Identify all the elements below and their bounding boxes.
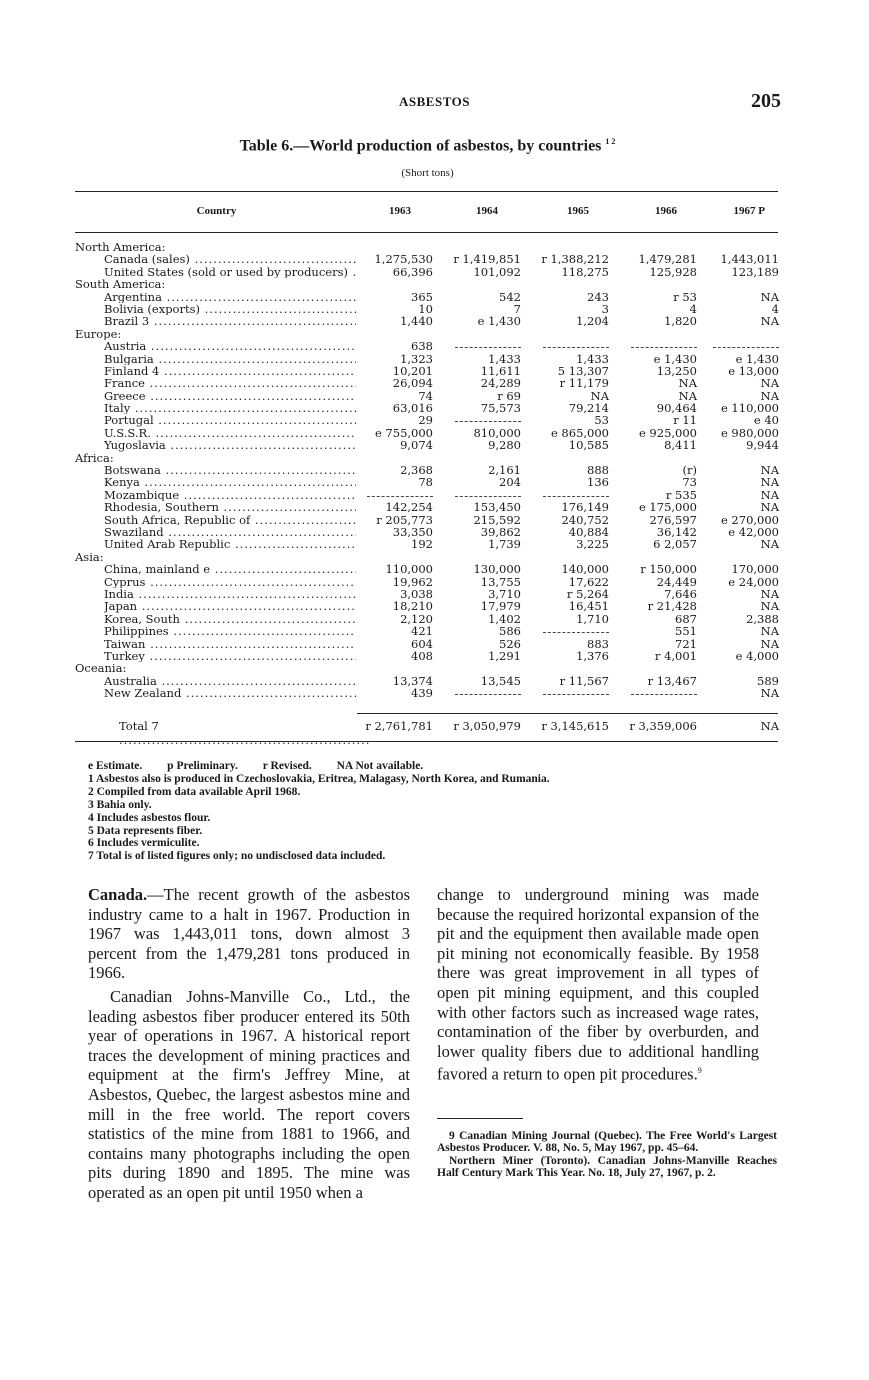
table-row (0, 439, 869, 451)
value-cell: 1,204 (576, 314, 609, 329)
value-cell: 125,928 (649, 264, 697, 279)
value-cell: 140,000 (561, 562, 609, 577)
value-cell: e 1,430 (477, 314, 521, 329)
table-row (0, 613, 869, 625)
value-cell: NA (760, 636, 779, 651)
country-label: Taiwan ..... (104, 638, 356, 650)
region-label: Africa: (75, 451, 114, 465)
value-cell: e 110,000 (720, 401, 779, 416)
value-cell: 215,592 (473, 512, 521, 527)
column-header-country: Country (196, 205, 237, 217)
value-cell: r 150,000 (640, 562, 697, 577)
value-cell: r 69 (497, 388, 521, 403)
footnote-5: 5 Data represents fiber. (88, 824, 203, 837)
paragraph-canada-lead: Canada. (88, 885, 148, 904)
country-label: Yugoslavia ..... (104, 439, 356, 451)
region-label: Oceania: (75, 662, 127, 675)
table-title-text: Table 6.—World production of asbestos, by countries (239, 137, 602, 155)
column-header-1963: 1963 (389, 205, 411, 217)
table-header-rule (75, 232, 778, 233)
value-cell: r 535 (665, 487, 697, 502)
value-cell: 3,225 (576, 537, 609, 552)
value-cell: 26,094 (392, 376, 433, 391)
country-label: India ..... (104, 588, 356, 600)
body-column-left (88, 885, 410, 1207)
value-cell: NA (760, 487, 779, 502)
empty-cell-dash (367, 489, 433, 497)
table-row (0, 402, 869, 414)
value-cell: 16,451 (568, 599, 609, 614)
value-cell: 204 (499, 475, 521, 490)
value-cell: 586 (499, 624, 521, 639)
value-cell: 883 (587, 636, 609, 651)
footnote-1: 1 Asbestos also is produced in Czechoslovakia, Eritrea, Malagasy, North Korea, and Rumania. (88, 772, 550, 785)
table-row (0, 377, 869, 389)
value-cell: 101,092 (473, 264, 521, 279)
value-cell: 3,710 (488, 586, 521, 601)
value-cell: e 24,000 (728, 574, 779, 589)
body-column-right (437, 885, 759, 1088)
legend-estimate: e Estimate. (88, 760, 143, 772)
value-cell: NA (760, 314, 779, 329)
country-label: U.S.S.R. ..... (104, 427, 356, 439)
country-label: Rhodesia, Southern ..... (104, 501, 356, 513)
paragraph-footnote-ref: 9 (697, 1066, 702, 1076)
value-cell: e 13,000 (728, 363, 779, 378)
paragraph-johns-manville: Canadian Johns-Manville Co., Ltd., the leading asbestos fiber producer entered its 50th year of operations in 1967. A historical report traces the development of mining practices and equipment at the firm's Jeffrey Mine, at Asbestos, Quebec, the largest asbestos mine and mill in the free world. The report covers statistics of the mine from 1881 to 1966, and contains many photographs including the open pits during 1890 and 1895. The mine was operated as an open pit until 1950 when a (88, 986, 410, 1202)
value-cell: 5 13,307 (557, 363, 609, 378)
value-cell: 11,611 (480, 363, 521, 378)
empty-cell-dash (455, 489, 521, 497)
table-row (0, 600, 869, 612)
country-label: Argentina ..... (104, 291, 356, 303)
value-cell: 1,376 (576, 648, 609, 663)
value-cell: 110,000 (385, 562, 433, 577)
country-label: France ..... (104, 377, 356, 389)
value-cell: 33,350 (392, 524, 433, 539)
value-cell: 13,755 (480, 574, 521, 589)
total-1967: NA (760, 719, 779, 733)
value-cell: 6 2,057 (653, 537, 697, 552)
value-cell: 408 (411, 648, 433, 663)
table-row (0, 650, 869, 662)
value-cell: 276,597 (649, 512, 697, 527)
value-cell: 4 (689, 301, 697, 316)
country-label: Kenya ..... (104, 476, 356, 488)
value-cell: 1,275,530 (374, 252, 433, 267)
value-cell: 29 (418, 413, 433, 428)
country-label: Mozambique ..... (104, 489, 356, 501)
value-cell: 66,396 (392, 264, 433, 279)
country-label: Botswana ..... (104, 464, 356, 476)
running-head (0, 90, 869, 114)
region-row (0, 278, 869, 290)
value-cell: 2,368 (400, 463, 433, 478)
value-cell: NA (678, 376, 697, 391)
value-cell: r 1,419,851 (453, 252, 521, 267)
value-cell: r 11 (673, 413, 697, 428)
value-cell: 130,000 (473, 562, 521, 577)
value-cell: r 205,773 (376, 512, 433, 527)
value-cell: 153,450 (473, 500, 521, 515)
value-cell: NA (760, 388, 779, 403)
table-row (0, 253, 869, 265)
table-row (0, 291, 869, 303)
table-row (0, 576, 869, 588)
value-cell: 53 (594, 413, 609, 428)
value-cell: 1,291 (488, 648, 521, 663)
empty-cell-dash (713, 340, 779, 348)
value-cell: 8,411 (664, 438, 697, 453)
value-cell: 240,752 (561, 512, 609, 527)
value-cell: 19,962 (392, 574, 433, 589)
country-label: United Arab Republic ..... (104, 538, 356, 550)
table-row (0, 464, 869, 476)
value-cell: 142,254 (385, 500, 433, 515)
country-label: Portugal ..... (104, 414, 356, 426)
column-header-1967: 1967 P (733, 205, 765, 217)
value-cell: 192 (411, 537, 433, 552)
value-cell: 7 (513, 301, 521, 316)
column-header-1966: 1966 (655, 205, 677, 217)
empty-cell-dash (455, 687, 521, 695)
value-cell: 123,189 (731, 264, 779, 279)
reference-rule (437, 1118, 523, 1119)
value-cell: 10,201 (392, 363, 433, 378)
value-cell: 74 (418, 388, 433, 403)
empty-cell-dash (543, 340, 609, 348)
value-cell: (r) (682, 463, 697, 478)
total-1965: r 3,145,615 (541, 719, 609, 733)
value-cell: e 865,000 (550, 425, 609, 440)
value-cell: NA (678, 388, 697, 403)
value-cell: 7,646 (664, 586, 697, 601)
table-footnotes (88, 760, 778, 863)
country-label: Swaziland ..... (104, 526, 356, 538)
empty-cell-dash (543, 489, 609, 497)
value-cell: NA (760, 686, 779, 701)
table-row (0, 538, 869, 550)
value-cell: 1,710 (576, 611, 609, 626)
table-unit: (Short tons) (401, 167, 454, 179)
region-label: North America: (75, 241, 166, 254)
table-row (0, 563, 869, 575)
total-1966: r 3,359,006 (629, 719, 697, 733)
empty-cell-dash (543, 625, 609, 633)
country-label: South Africa, Republic of ..... (104, 514, 356, 526)
paragraph-continued (437, 885, 759, 1084)
table-row (0, 625, 869, 637)
value-cell: 9,280 (488, 438, 521, 453)
value-cell: 136 (587, 475, 609, 490)
value-cell: NA (760, 463, 779, 478)
value-cell: 888 (587, 463, 609, 478)
country-label: Finland 4 ..... (104, 365, 356, 377)
value-cell: r 4,001 (654, 648, 697, 663)
table-row (0, 588, 869, 600)
value-cell: NA (760, 537, 779, 552)
table-header-row (0, 205, 869, 221)
region-label: South America: (75, 278, 166, 291)
value-cell: r 11,179 (559, 376, 609, 391)
running-title: ASBESTOS (399, 94, 470, 109)
value-cell: e 175,000 (638, 500, 697, 515)
value-cell: 4 (771, 301, 779, 316)
country-label: Korea, South ..... (104, 613, 356, 625)
value-cell: 9,074 (400, 438, 433, 453)
table-row (0, 365, 869, 377)
value-cell: 551 (675, 624, 697, 639)
table-row (0, 687, 869, 699)
value-cell: 365 (411, 289, 433, 304)
value-cell: 10,585 (568, 438, 609, 453)
value-cell: NA (760, 624, 779, 639)
empty-cell-dash (543, 687, 609, 695)
value-cell: e 40 (753, 413, 779, 428)
country-label: Greece ..... (104, 390, 356, 402)
value-cell: 421 (411, 624, 433, 639)
region-label: Asia: (75, 550, 104, 564)
value-cell: 13,545 (480, 673, 521, 688)
value-cell: r 53 (673, 289, 697, 304)
value-cell: 542 (499, 289, 521, 304)
value-cell: 9,944 (746, 438, 779, 453)
table-row (0, 266, 869, 278)
value-cell: 2,161 (488, 463, 521, 478)
country-label: Japan ..... (104, 600, 356, 612)
value-cell: 40,884 (568, 524, 609, 539)
country-label: Cyprus ..... (104, 576, 356, 588)
value-cell: 1,820 (664, 314, 697, 329)
footnote-legend (88, 760, 778, 773)
legend-revised: r Revised. (262, 760, 312, 772)
value-cell: 1,433 (576, 351, 609, 366)
country-label: Brazil 3 ..... (104, 315, 356, 327)
table-row (0, 526, 869, 538)
value-cell: NA (760, 586, 779, 601)
value-cell: 439 (411, 686, 433, 701)
total-rule (357, 713, 778, 714)
value-cell: 721 (675, 636, 697, 651)
footnote-4: 4 Includes asbestos flour. (88, 811, 211, 824)
total-1964: r 3,050,979 (453, 719, 521, 733)
legend-not-available: NA Not available. (336, 760, 424, 772)
table-row (0, 303, 869, 315)
region-row (0, 328, 869, 340)
table-row (0, 675, 869, 687)
total-1963: r 2,761,781 (365, 719, 433, 733)
column-header-1965: 1965 (567, 205, 589, 217)
value-cell: 1,440 (400, 314, 433, 329)
column-header-1964: 1964 (476, 205, 498, 217)
region-label: Europe: (75, 327, 122, 341)
value-cell: 638 (411, 339, 433, 354)
value-cell: 1,739 (488, 537, 521, 552)
table-row (0, 489, 869, 501)
value-cell: 810,000 (473, 425, 521, 440)
value-cell: r 11,567 (559, 673, 609, 688)
value-cell: 18,210 (392, 599, 433, 614)
value-cell: 73 (682, 475, 697, 490)
value-cell: e 4,000 (735, 648, 779, 663)
table-title-refs: 1 2 (605, 137, 616, 146)
paragraph-canada-text: —The recent growth of the asbestos industry came to a halt in 1967. Production in 1967 was 1,443,011 tons, down almost 3 percent from the 1,479,281 tons produced in 1966. (88, 885, 410, 983)
paragraph-continued-text: change to underground mining was made because the required horizontal expansion of the pit and the equipment then available made open pit mining not economically feasible. By 1958 there was great improvement in all types of open pit mining equipment, and this coupled with other factors such as increased wage rates, contamination of the fiber by overburden, and lower quality fibers due to additional handling favored a return to open pit procedures. (437, 885, 759, 1084)
country-label: Australia ..... (104, 675, 356, 687)
value-cell: 39,862 (480, 524, 521, 539)
paragraph-canada (88, 885, 410, 983)
table-total-row (0, 719, 869, 735)
country-label: Canada (sales) ..... (104, 253, 356, 265)
value-cell: NA (760, 475, 779, 490)
value-cell: 3,038 (400, 586, 433, 601)
value-cell: e 42,000 (728, 524, 779, 539)
region-row (0, 662, 869, 674)
value-cell: 1,479,281 (638, 252, 697, 267)
empty-cell-dash (455, 340, 521, 348)
value-cell: 1,433 (488, 351, 521, 366)
value-cell: NA (590, 388, 609, 403)
country-label: Turkey ..... (104, 650, 356, 662)
value-cell: NA (760, 289, 779, 304)
value-cell: 13,374 (392, 673, 433, 688)
value-cell: e 270,000 (720, 512, 779, 527)
table-top-rule (75, 191, 778, 192)
country-label: Bolivia (exports) ..... (104, 303, 356, 315)
country-label: Austria ..... (104, 340, 356, 352)
references (437, 1130, 777, 1180)
value-cell: 36,142 (656, 524, 697, 539)
value-cell: e 755,000 (374, 425, 433, 440)
table-row (0, 476, 869, 488)
value-cell: r 21,428 (647, 599, 697, 614)
country-label: Bulgaria ..... (104, 353, 356, 365)
table-row (0, 501, 869, 513)
value-cell: e 925,000 (638, 425, 697, 440)
footnote-6: 6 Includes vermiculite. (88, 837, 200, 850)
value-cell: 604 (411, 636, 433, 651)
value-cell: 24,449 (656, 574, 697, 589)
footnote-3: 3 Bahia only. (88, 798, 152, 811)
value-cell: 687 (675, 611, 697, 626)
value-cell: NA (760, 599, 779, 614)
table-bottom-rule (75, 741, 778, 742)
value-cell: r 5,264 (566, 586, 609, 601)
country-label: United States (sold or used by producers) ..... (104, 266, 356, 278)
value-cell: 589 (757, 673, 779, 688)
value-cell: NA (760, 500, 779, 515)
footnote-2: 2 Compiled from data available April 1968. (88, 785, 301, 798)
value-cell: 2,388 (746, 611, 779, 626)
value-cell: 24,289 (480, 376, 521, 391)
value-cell: 90,464 (656, 401, 697, 416)
country-label: China, mainland e ..... (104, 563, 356, 575)
value-cell: 176,149 (561, 500, 609, 515)
legend-preliminary: p Preliminary. (167, 760, 238, 772)
value-cell: 526 (499, 636, 521, 651)
reference-northern-miner: Northern Miner (Toronto). Canadian Johns-Manville Reaches Half Century Mark This Year. No. 18, July 27, 1967, p. 2. (437, 1154, 777, 1180)
value-cell: 170,000 (731, 562, 779, 577)
table-title (75, 137, 780, 155)
footnote-7: 7 Total is of listed figures only; no undisclosed data included. (88, 850, 386, 863)
value-cell: 79,214 (568, 401, 609, 416)
value-cell: e 1,430 (735, 351, 779, 366)
empty-cell-dash (455, 414, 521, 422)
value-cell: e 1,430 (653, 351, 697, 366)
page-number: 205 (751, 90, 781, 112)
value-cell: 17,622 (568, 574, 609, 589)
value-cell: 63,016 (392, 401, 433, 416)
value-cell: e 980,000 (720, 425, 779, 440)
value-cell: 75,573 (480, 401, 521, 416)
value-cell: r 13,467 (647, 673, 697, 688)
value-cell: 3 (601, 301, 609, 316)
value-cell: NA (760, 376, 779, 391)
country-label: New Zealand ..... (104, 687, 356, 699)
empty-cell-dash (631, 340, 697, 348)
value-cell: 118,275 (561, 264, 609, 279)
value-cell: 17,979 (480, 599, 521, 614)
value-cell: 78 (418, 475, 433, 490)
value-cell: r 1,388,212 (541, 252, 609, 267)
table-body (0, 241, 869, 699)
table-row (0, 315, 869, 327)
value-cell: 1,402 (488, 611, 521, 626)
value-cell: 10 (418, 301, 433, 316)
value-cell: 1,443,011 (720, 252, 779, 267)
value-cell: 243 (587, 289, 609, 304)
table-row (0, 340, 869, 352)
value-cell: 13,250 (656, 363, 697, 378)
table-row (0, 427, 869, 439)
region-row (0, 452, 869, 464)
value-cell: 1,323 (400, 351, 433, 366)
reference-9: 9 Canadian Mining Journal (Quebec). The Free World's Largest Asbestos Producer. V. 88, No. 5, May 1967, pp. 45–64. (437, 1130, 777, 1155)
table-row (0, 414, 869, 426)
empty-cell-dash (631, 687, 697, 695)
total-label: Total 7 ..... (119, 719, 371, 747)
country-label: Philippines ..... (104, 625, 356, 637)
country-label: Italy ..... (104, 402, 356, 414)
value-cell: 2,120 (400, 611, 433, 626)
